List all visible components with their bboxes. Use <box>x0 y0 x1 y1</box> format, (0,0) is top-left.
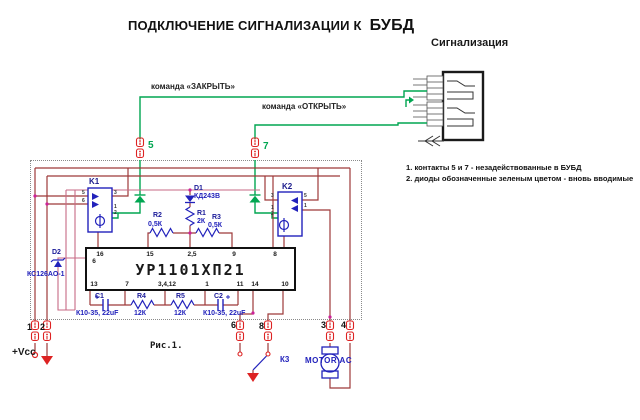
alarm-connector <box>413 72 483 146</box>
chip-pin: 13 <box>90 281 98 288</box>
new-diode-close <box>135 195 146 203</box>
switch-k3-label: К3 <box>280 355 290 364</box>
chip-pin: 3,4,12 <box>157 281 177 288</box>
notes-block <box>406 162 633 184</box>
chip-name: УР1101ХП21 <box>135 261 246 279</box>
k1-pin: 2 <box>114 210 117 216</box>
page-title-prefix: ПОДКЛЮЧЕНИЕ СИГНАЛИЗАЦИИ К <box>128 18 362 33</box>
resistor-r2 <box>150 229 173 237</box>
k1-pin: 3 <box>114 190 117 196</box>
connector-pin-rows <box>413 76 443 126</box>
r4-ref: R4 <box>137 293 146 300</box>
r3-ref: R3 <box>212 214 221 221</box>
contact-3-number: 3 <box>321 320 327 330</box>
k2-pin: 1 <box>271 205 274 211</box>
r1-ref: R1 <box>197 210 206 217</box>
chassis-ground-icon <box>418 136 444 146</box>
wire-open-command <box>255 123 427 139</box>
r5-ref: R5 <box>176 293 185 300</box>
k1-pin: 5 <box>82 190 85 196</box>
chip-pin: 10 <box>281 281 289 288</box>
c2-ref: C2 <box>214 293 223 300</box>
contact-7-number: 7 <box>263 141 269 152</box>
contact-1-plug <box>32 321 39 341</box>
chip-pin: 2,5 <box>187 251 197 258</box>
r4-value: 12К <box>134 310 147 317</box>
contact-8-number: 8 <box>259 321 265 331</box>
chip-pin: 7 <box>125 281 129 288</box>
switch-blade <box>253 356 267 370</box>
d1-value: КД243В <box>194 193 220 200</box>
k2-pin: 2 <box>271 211 274 217</box>
chip-pin: 6 <box>92 258 96 265</box>
connector-housing <box>443 72 483 140</box>
page-title-target: БУБД <box>369 17 415 34</box>
c1-value: К10-35, 22uF <box>76 310 119 317</box>
vcc-label: +Vcc <box>12 347 36 358</box>
page-title <box>128 18 414 34</box>
relay-k1-label: K1 <box>89 177 100 186</box>
ground-arrow-icon <box>41 356 53 365</box>
relay-k1 <box>88 188 112 232</box>
switch-k3 <box>238 352 270 382</box>
wire-close-command <box>140 91 427 139</box>
d2-ref: D2 <box>52 249 61 256</box>
note-line-1: 1. контакты 5 и 7 - незадействованные в БУБД <box>406 163 582 172</box>
contact-7-plug <box>252 138 259 158</box>
ground-gnd2 <box>41 351 53 365</box>
r3-value: 0,5К <box>208 222 223 229</box>
d1-ref: D1 <box>194 185 203 192</box>
resistor-r3 <box>196 229 219 237</box>
command-close-label: команда «ЗАКРЫТЬ» <box>151 82 235 91</box>
chip-pin: 11 <box>236 281 244 288</box>
r2-ref: R2 <box>153 212 162 219</box>
ground-arrow-icon <box>247 373 259 382</box>
relay-k2 <box>278 192 302 236</box>
polarity-plus-icon <box>95 295 230 299</box>
resistor-r5 <box>171 301 194 309</box>
chip-pin: 9 <box>232 251 236 258</box>
contact-5-plug <box>137 138 144 158</box>
alarm-label: Сигнализация <box>431 37 509 49</box>
r5-value: 12К <box>174 310 187 317</box>
contact-4-number: 4 <box>341 320 347 330</box>
contact-2-number: 2 <box>40 322 46 332</box>
new-diode-open <box>250 195 261 203</box>
chip-ur1101hp21 <box>85 247 296 291</box>
chip-pin: 15 <box>146 251 154 258</box>
resistor-r4 <box>131 301 154 309</box>
k1-pin: 6 <box>82 198 85 204</box>
command-open-label: команда «ОТКРЫТЬ» <box>262 102 347 111</box>
relay-k2-label: K2 <box>282 182 293 191</box>
contact-4-plug <box>347 321 354 341</box>
motor-label: MOTOR AC <box>305 356 353 365</box>
d2-value: КС126АО-1 <box>27 271 65 278</box>
c2-value: К10-35, 22uF <box>203 310 246 317</box>
note-line-2: 2. диоды обозначенные зеленым цветом - вновь вводимые <box>406 174 634 183</box>
r2-value: 0,5К <box>148 221 163 228</box>
contact-5-number: 5 <box>148 140 154 151</box>
contact-3-plug <box>327 321 334 341</box>
k2-pin: 1 <box>304 203 307 209</box>
contact-8-plug <box>265 321 272 341</box>
resistor-r1 <box>186 207 194 226</box>
chip-pin: 1 <box>205 281 209 288</box>
r1-value: 2К <box>197 218 206 225</box>
contact-6-number: 6 <box>231 320 237 330</box>
chip-pin: 14 <box>251 281 259 288</box>
contact-1-number: 1 <box>27 322 33 332</box>
figure-caption: Рис.1. <box>150 341 183 351</box>
contact-6-plug <box>237 321 244 341</box>
k2-pin: 5 <box>304 193 307 199</box>
k1-pin: 1 <box>114 204 117 210</box>
k2-pin: 3 <box>271 193 274 199</box>
capacitor-glyphs <box>95 295 230 311</box>
chip-pin: 8 <box>273 251 277 258</box>
c1-ref: C1 <box>95 293 104 300</box>
chip-pin: 16 <box>96 251 104 258</box>
